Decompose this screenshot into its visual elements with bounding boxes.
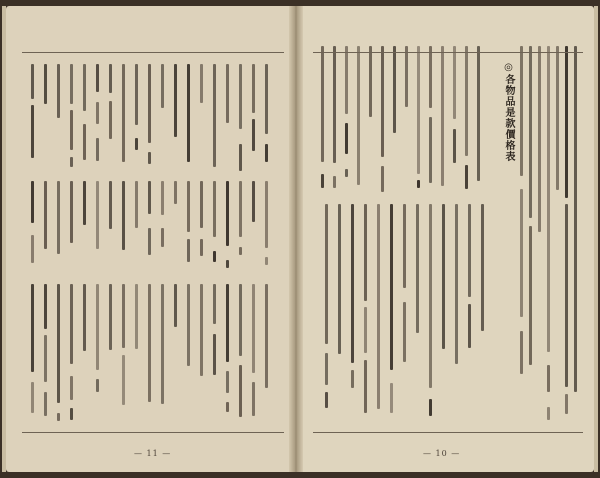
text-column — [529, 46, 532, 218]
text-column — [70, 110, 73, 150]
text-column — [226, 260, 229, 268]
text-column — [122, 355, 125, 405]
text-column — [265, 64, 268, 134]
text-column — [265, 144, 268, 162]
text-column — [174, 64, 177, 137]
text-column — [441, 46, 444, 186]
text-column — [369, 46, 372, 117]
text-column — [213, 251, 216, 262]
text-column — [148, 228, 151, 255]
text-column — [547, 407, 550, 420]
text-column — [455, 204, 458, 364]
right-upper-text-block — [319, 46, 489, 196]
text-column — [325, 392, 328, 408]
section-heading: ◎各物品是款價格表 — [503, 62, 514, 162]
text-column — [333, 46, 336, 163]
text-column — [135, 181, 138, 228]
text-column — [429, 46, 432, 108]
text-column — [321, 46, 324, 162]
text-column — [122, 284, 125, 348]
text-column — [338, 204, 341, 354]
text-column — [148, 152, 151, 164]
text-column — [381, 46, 384, 157]
table-rule-left-top — [22, 52, 284, 53]
text-column — [70, 64, 73, 104]
right-page-edge — [594, 6, 598, 472]
text-column — [122, 181, 125, 250]
text-column — [377, 204, 380, 409]
text-column — [265, 181, 268, 248]
text-column — [70, 284, 73, 364]
text-column — [417, 180, 420, 188]
text-column — [200, 64, 203, 103]
text-column — [465, 46, 468, 156]
text-column — [226, 402, 229, 412]
text-column — [547, 365, 550, 392]
text-column — [325, 353, 328, 385]
text-column — [213, 334, 216, 375]
text-column — [174, 284, 177, 327]
text-column — [31, 284, 34, 372]
text-column — [520, 189, 523, 317]
text-column — [161, 284, 164, 404]
text-column — [416, 204, 419, 333]
text-column — [239, 247, 242, 255]
text-column — [442, 204, 445, 349]
text-column — [364, 204, 367, 301]
text-column — [96, 284, 99, 370]
right-notes-text-block — [517, 46, 583, 426]
right-table-text-block — [319, 204, 494, 424]
text-column — [252, 181, 255, 222]
text-column — [351, 204, 354, 363]
text-column — [265, 257, 268, 265]
text-column — [109, 101, 112, 139]
text-column — [213, 64, 216, 167]
text-column — [83, 64, 86, 111]
text-column — [96, 102, 99, 124]
text-column — [453, 129, 456, 163]
text-column — [556, 46, 559, 190]
text-column — [226, 181, 229, 246]
book-gutter — [289, 6, 303, 472]
text-column — [187, 64, 190, 162]
text-column — [547, 46, 550, 352]
page-number-left: — 11 — — [134, 449, 172, 458]
text-column — [70, 376, 73, 400]
text-column — [109, 64, 112, 93]
text-column — [390, 383, 393, 413]
text-column — [174, 181, 177, 204]
text-column — [453, 46, 456, 119]
left-lower-text-block — [28, 284, 278, 424]
text-column — [109, 181, 112, 229]
text-column — [538, 46, 541, 232]
text-column — [252, 382, 255, 416]
text-column — [200, 284, 203, 376]
text-column — [565, 394, 568, 414]
table-rule-right-top — [313, 52, 583, 53]
text-column — [321, 174, 324, 188]
text-column — [161, 181, 164, 215]
text-column — [213, 181, 216, 237]
text-column — [213, 284, 216, 324]
left-middle-text-block — [28, 181, 278, 271]
text-column — [161, 228, 164, 247]
text-column — [135, 138, 138, 150]
text-column — [226, 284, 229, 362]
text-column — [44, 284, 47, 329]
text-column — [187, 284, 190, 366]
text-column — [57, 181, 60, 254]
text-column — [135, 284, 138, 349]
text-column — [429, 399, 432, 416]
text-column — [239, 365, 242, 417]
text-column — [70, 157, 73, 167]
text-column — [83, 124, 86, 160]
text-column — [429, 204, 432, 388]
text-column — [135, 64, 138, 125]
text-column — [44, 181, 47, 249]
text-column — [520, 46, 523, 176]
text-column — [468, 204, 471, 297]
text-column — [239, 284, 242, 356]
text-column — [187, 239, 190, 262]
text-column — [226, 371, 229, 393]
text-column — [239, 64, 242, 129]
text-column — [529, 226, 532, 365]
text-column — [252, 284, 255, 373]
text-column — [148, 181, 151, 214]
text-column — [364, 307, 367, 353]
text-column — [83, 284, 86, 351]
page-number-right: — 10 — — [423, 449, 461, 458]
text-column — [265, 284, 268, 388]
text-column — [70, 181, 73, 243]
text-column — [239, 181, 242, 237]
text-column — [96, 64, 99, 92]
text-column — [565, 46, 568, 198]
text-column — [31, 105, 34, 158]
text-column — [44, 64, 47, 104]
text-column — [465, 165, 468, 189]
text-column — [44, 392, 47, 416]
text-column — [31, 382, 34, 413]
table-rule-left-bottom — [22, 432, 284, 433]
text-column — [109, 284, 112, 350]
text-column — [57, 413, 60, 421]
text-column — [57, 64, 60, 118]
text-column — [148, 64, 151, 143]
text-column — [122, 64, 125, 162]
text-column — [468, 304, 471, 348]
text-column — [70, 408, 73, 420]
text-column — [429, 117, 432, 183]
text-column — [44, 335, 47, 382]
text-column — [325, 204, 328, 344]
text-column — [403, 204, 406, 288]
text-column — [345, 169, 348, 177]
table-rule-right-bottom — [313, 432, 583, 433]
text-column — [31, 235, 34, 263]
text-column — [477, 46, 480, 181]
left-upper-text-block — [28, 64, 278, 174]
text-column — [226, 64, 229, 123]
text-column — [403, 302, 406, 362]
text-column — [390, 204, 393, 370]
text-column — [333, 176, 336, 188]
text-column — [565, 204, 568, 387]
text-column — [187, 181, 190, 232]
text-column — [405, 46, 408, 107]
right-page — [299, 6, 594, 472]
text-column — [520, 331, 523, 374]
text-column — [345, 123, 348, 154]
text-column — [83, 181, 86, 225]
text-column — [364, 360, 367, 413]
text-column — [96, 138, 99, 161]
text-column — [574, 46, 577, 392]
text-column — [252, 119, 255, 151]
text-column — [31, 64, 34, 99]
text-column — [252, 64, 255, 113]
text-column — [96, 181, 99, 249]
text-column — [161, 64, 164, 108]
text-column — [57, 284, 60, 403]
text-column — [393, 46, 396, 133]
text-column — [417, 46, 420, 174]
text-column — [200, 181, 203, 228]
text-column — [357, 46, 360, 185]
text-column — [351, 370, 354, 388]
text-column — [148, 284, 151, 402]
text-column — [481, 204, 484, 331]
text-column — [345, 46, 348, 114]
text-column — [31, 181, 34, 223]
text-column — [239, 144, 242, 171]
text-column — [381, 166, 384, 192]
text-column — [200, 239, 203, 256]
left-page — [6, 6, 293, 472]
text-column — [96, 379, 99, 392]
left-page-edge — [2, 6, 6, 472]
